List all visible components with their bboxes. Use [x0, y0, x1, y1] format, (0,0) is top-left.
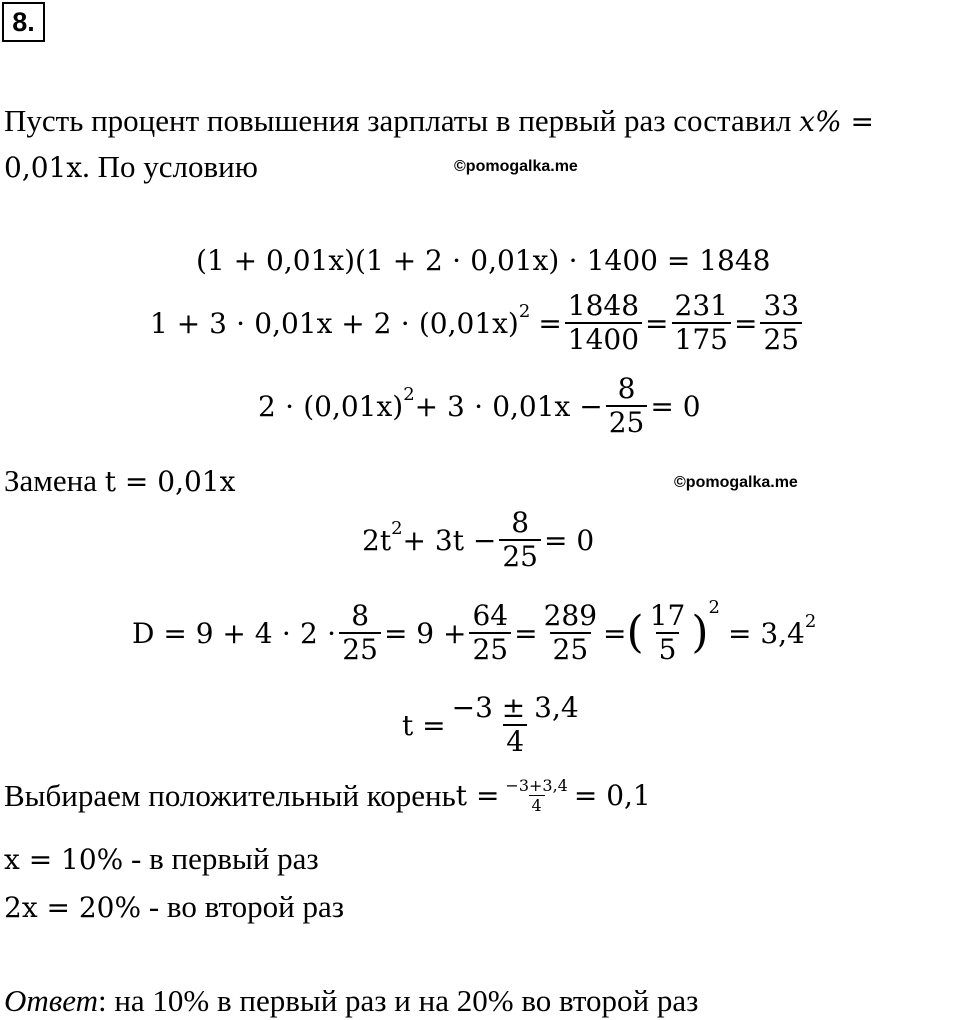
disc-equals-2: = — [603, 616, 627, 650]
result2-math: 2x = 20% — [4, 891, 142, 924]
answer-line — [4, 982, 698, 1020]
eq2-f3-den: 25 — [760, 322, 802, 356]
substitution-math: t = 0,01x — [104, 465, 236, 498]
result1-math: x = 10% — [4, 843, 124, 876]
eq3-exponent: 2 — [403, 383, 415, 405]
disc-paren-close: ) — [691, 607, 709, 658]
eq2-equals-2: = — [645, 306, 669, 340]
watermark-2: ©pomogalka.me — [674, 474, 798, 491]
roots-formula — [402, 692, 585, 758]
quad-f-num: 8 — [511, 506, 530, 539]
result-line-2 — [4, 888, 344, 927]
answer-label: Ответ — [4, 983, 98, 1018]
eq2-fraction-3 — [760, 290, 802, 356]
eq2-fraction-2 — [672, 290, 731, 356]
eq2-f1-num: 1848 — [567, 289, 640, 322]
disc-f1-num: 8 — [351, 599, 370, 632]
roots-num: −3 ± 3,4 — [451, 691, 579, 724]
result2-text: - во второй раз — [141, 889, 344, 924]
roots-left: t = — [402, 708, 446, 742]
choose-root-line — [4, 776, 651, 815]
choose-text: Выбираем положительный корень — [4, 777, 456, 813]
disc-fraction-3 — [541, 600, 600, 666]
eq3-f-den: 25 — [606, 405, 648, 439]
eq3-f-num: 8 — [617, 372, 636, 405]
watermark-1: ©pomogalka.me — [454, 158, 578, 175]
disc-mid: = 9 + — [383, 616, 467, 650]
eq2-equals-3: = — [733, 306, 758, 340]
result-line-1 — [4, 840, 319, 879]
result1-text: - в первый раз — [123, 841, 319, 876]
quad-f-den: 25 — [499, 539, 541, 573]
eq3-mid: + 3 ⋅ 0,01x − — [414, 389, 603, 423]
intro-line-2 — [4, 148, 258, 187]
disc-f4-num: 17 — [649, 599, 686, 632]
disc-f1-den: 25 — [339, 632, 381, 666]
intro-text-2: . По условию — [82, 149, 258, 184]
eq3-fraction — [606, 373, 648, 439]
eq2-f1-den: 1400 — [565, 322, 642, 356]
equation-2 — [150, 290, 805, 356]
answer-text: : на 10% в первый раз и на 20% во второй раз — [97, 983, 699, 1018]
quad-left: 2t — [362, 523, 392, 557]
disc-fraction-2 — [469, 600, 511, 666]
disc-paren-open: ( — [626, 607, 644, 658]
eq2-fraction-1 — [565, 290, 642, 356]
disc-f3-den: 25 — [550, 632, 592, 666]
disc-f2-den: 25 — [469, 632, 511, 666]
eq2-f2-den: 175 — [672, 322, 731, 356]
quad-fraction — [499, 507, 541, 573]
eq2-exponent: 2 — [518, 300, 531, 322]
quad-right: = 0 — [543, 523, 595, 557]
roots-fraction — [449, 692, 582, 758]
intro-text: Пусть процент повышения зарплаты в первый раз составил — [4, 103, 800, 138]
problem-number: 8. — [2, 2, 45, 42]
disc-left: D = 9 + 4 ⋅ 2 ⋅ — [132, 616, 337, 650]
substitution-line — [4, 462, 235, 501]
choose-math-right: = 0,1 — [573, 778, 651, 812]
disc-f4-den: 5 — [656, 632, 680, 666]
eq3-left: 2 ⋅ (0,01x) — [258, 389, 404, 423]
intro-math-2: 0,01x — [4, 151, 83, 184]
quadratic-equation — [362, 507, 594, 573]
quad-exponent: 2 — [391, 517, 403, 539]
discriminant-equation — [132, 596, 817, 666]
disc-fraction-4 — [647, 600, 689, 666]
disc-exponent: 2 — [804, 610, 817, 632]
disc-f3-num: 289 — [543, 599, 598, 632]
eq2-f3-num: 33 — [763, 289, 800, 322]
choose-fraction — [502, 776, 570, 815]
choose-f-den: 4 — [529, 795, 545, 815]
disc-right: = 3,4 — [727, 616, 805, 650]
quad-mid: + 3t − — [402, 523, 497, 557]
choose-math-left: t = — [455, 778, 500, 812]
equation-3 — [258, 373, 701, 439]
substitution-text: Замена — [4, 463, 105, 498]
eq2-f2-num: 231 — [674, 289, 728, 322]
eq2-left: 1 + 3 ⋅ 0,01x + 2 ⋅ (0,01x) — [150, 306, 519, 340]
disc-paren-exponent: 2 — [708, 596, 720, 618]
disc-equals-1: = — [514, 616, 538, 650]
disc-fraction-1 — [339, 600, 381, 666]
eq3-right: = 0 — [650, 389, 701, 423]
eq2-equals-1: = — [538, 306, 562, 340]
equation-1: (1 + 0,01x)(1 + 2 ⋅ 0,01x) ⋅ 1400 = 1848 — [196, 244, 771, 277]
intro-math: x% = — [799, 105, 874, 138]
choose-f-num: −3+3,4 — [505, 776, 568, 795]
disc-f2-num: 64 — [472, 599, 509, 632]
intro-line-1 — [4, 102, 874, 141]
roots-den: 4 — [503, 724, 527, 758]
